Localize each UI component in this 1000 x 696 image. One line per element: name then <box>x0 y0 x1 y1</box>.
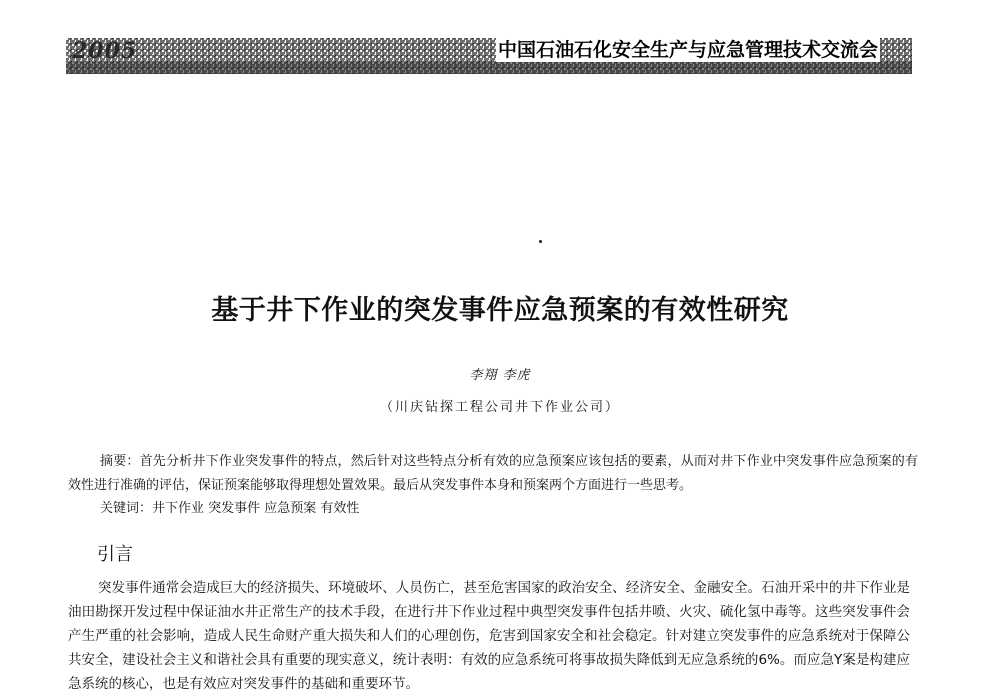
abstract: 摘要：首先分析井下作业突发事件的特点，然后针对这些特点分析有效的应急预案应该包括的要素，从而对井下作业中突发事件应急预案的有效性进行准确的评估，保证预案能够取得理想处置效果。最后从突发事件本身和预案两个方面进行一些思考。 <box>68 454 918 493</box>
conference-title: 中国石油石化安全生产与应急管理技术交流会 <box>498 39 879 61</box>
section-heading-introduction: 引言 <box>97 544 133 565</box>
keywords: 关键词：井下作业 突发事件 应急预案 有效性 <box>100 501 360 516</box>
scan-dot <box>539 240 542 243</box>
paper-authors: 李翔 李虎 <box>469 368 531 383</box>
paper-affiliation: （川庆钻探工程公司井下作业公司） <box>379 400 620 415</box>
introduction-paragraph: 突发事件通常会造成巨大的经济损失、环境破坏、人员伤亡，甚至危害国家的政治安全、经济安全、金融安全。石油开采中的井下作业是油田勘探开发过程中保证油水井正常生产的技术手段，在进行井下作业过程中典型突发事件包括井喷、火灾、硫化氢中毒等。这些突发事件会产生严重的社会影响，造成人民生命财产重大损失和人们的心理创伤，危害到国家安全和社会稳定。针对建立突发事件的应急系统对于保障公共安全，建设社会主义和谐社会具有重要的现实意义，统计表明：有效的应急系统可将事故损失降低到无应急系统的6%。而应急Y案是构建应急系统的核心，也是有效应对突发事件的基础和重要环节。 <box>68 580 910 692</box>
paper-title: 基于井下作业的突发事件应急预案的有效性研究 <box>211 295 789 326</box>
logo-text: 2005 <box>72 38 138 64</box>
conference-logo <box>72 38 182 66</box>
